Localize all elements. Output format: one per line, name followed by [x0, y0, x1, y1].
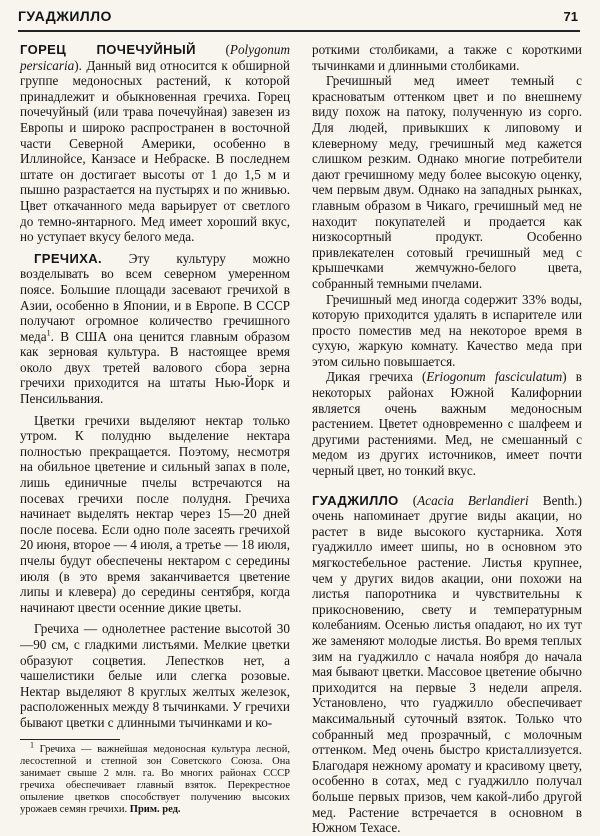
- paragraph-dark-honey: Гречишный мед имеет темный с красноватым оттенком цвет и по внешнему виду похож на патоку, полученную из сорго. Для людей, привыкших к липовому и клеверному меду, гречишный мед кажется слишком резким. Однако многие потребители дают гречишному меду более высокую оценку, чем первым двум. Однако на западных рынках, главным образом в Чикаго, гречишный мед не находит покупателей и продается как низкосортный продукт. Особенно привлекателен сотовый гречишный мед с крышечками жемчужно-белого цвета, собранный темными пчелами.: [312, 73, 582, 291]
- editor-note-label: Прим. ред.: [129, 803, 181, 815]
- entry-body: ) в некоторых районах Южной Калифорнии является очень важным медоносным растением. Цветет одновременно с шалфеем и другими растениями. Мед, не смешанный с медом из других источников, имеет почти черный цвет, но тонкий вкус.: [312, 369, 582, 479]
- entry-body: Эту культуру можно возделывать во всем северном умеренном поясе. Большие площади засевают гречихой в Азии, особенно в Японии, и в Европе. В СССР получают огромное количество гречишного меда: [20, 250, 290, 344]
- paragraph-water: Гречишный мед иногда содержит 33% воды, которую приходится удалять в испарителе или просто поместив мед на некоторое время в сухую, жаркую комнату. Качество меда при этом сильно повышается.: [312, 291, 582, 369]
- footnote-text: Гречиха — важнейшая медоносная культура лесной, лесостепной и степной зон Советского Союза. Она занимает свыше 2 млн. га. Во многих районах СССР гречиха обеспечивает главный взяток. Перекрестное опыление цветков способствует получению высоких урожаев семян гречихи.: [20, 743, 290, 815]
- entry-body-cont: . В США она ценится главным образом как зерновая культура. В настоящее время около двух третей валового сбора зерна гречихи приходится на штаты Нью-Йорк и Пенсильвания.: [20, 328, 290, 407]
- paren: (: [195, 42, 230, 57]
- footnote-rule: [20, 739, 120, 740]
- entry-grechikha: [20, 251, 290, 407]
- footnote-mark: 1: [30, 740, 34, 750]
- header-rule: [18, 30, 580, 32]
- entry-guajillo: [312, 493, 582, 836]
- entry-goretz: [20, 42, 290, 245]
- latin-name: Polygonum persicaria: [20, 42, 290, 73]
- footnote: [20, 740, 290, 816]
- entry-term: ГОРЕЦ ПОЧЕЧУЙНЫЙ: [20, 42, 196, 57]
- latin-name: Eriogonum fasciculatum: [426, 369, 563, 385]
- footnote-mark: 1: [46, 328, 51, 338]
- paragraph-annual: Гречиха — однолетнее растение высотой 30—90 см, с гладкими листьями. Мелкие цветки образуют соцветия. Лепестков нет, а чашелистики белые или слегка розовые. Нектар выделяют 8 круглых желтых железок, расположенных между 8 тычинками. У гречихи бывают цветки с длинными тычинками и ко-: [20, 621, 290, 730]
- page-number: 71: [563, 9, 578, 24]
- paragraph-nectar: Цветки гречихи выделяют нектар только утром. К полудню выделение нектара полностью прекращается. Поэтому, несмотря на обильное цветение и сильный запах в поле, лишь единичные пчелы встречаются на посевах гречихи после полудня. Гречиха начинает выделять нектар через 15—20 дней после посева. Если одно поле засеять гречихой 20 июня, второе — 4 июля, а третье — 18 июля, пчелы будут обеспечены нектаром с середины июля (в это время заканчивается цветение липы и клевера) до середины сентября, когда начинают цвести осенние дикие цветы.: [20, 412, 290, 615]
- entry-body: ) очень напоминает другие виды акации, но растет в виде высокого кустарника. Хотя гуаджилло имеет шипы, но в основном это мягкостебельное растение. Листья крупнее, чем у других видов акации, они похожи на листья папоротника и чувствительны к прикосновению, свету и температурным колебаниям. Осенью листья опадают, но их тут же заменяют молодые листья. Во время теплых зим на гуаджилло с начала ноября до начала мая бывают цветки. Массовое цветение обычно приходится на первые 3 недели апреля. Установлено, что гуаджилло обеспечивает максимальный суточный взяток. Только что собранный мед прозрачный, с молочным оттенком. Мед очень быстро кристаллизуется. Благодаря нежному аромату и красивому цвету, особенно в сотах, мед с гуаджилло получал больше первых призов, чем какой-либо другой мед. Растение встречается в основном в Южном Техасе.: [312, 492, 582, 836]
- entry-term: ГУАДЖИЛЛО: [312, 492, 399, 508]
- left-column: [20, 42, 290, 816]
- page-header: [18, 4, 578, 30]
- lead-text: Дикая гречиха (: [326, 369, 427, 385]
- right-column: [312, 42, 582, 836]
- entry-body: ). Данный вид относится к обширной группе медоносных растений, к которой принадлежит и обыкновенная гречиха. Горец почечуйный (или трава почечуйная) завезен из Европы и широко распространен в восточной части Северной Америки, особенно в Иллинойсе, Канзасе и Небраске. В последнем штате он достигает высоты от 1 до 1,5 м и пышно разрастается на пустырях и по жнивью. Цвет откачанного меда варьирует от светлого до темно-янтарного. Мед имеет хороший вкус, но уступает вкусу белого меда.: [20, 57, 290, 245]
- running-head: ГУАДЖИЛЛО: [18, 8, 112, 24]
- paragraph-wild-buckwheat: [312, 369, 582, 478]
- latin-name: Acacia Berlandieri: [417, 492, 529, 508]
- entry-term: ГРЕЧИХА.: [34, 250, 103, 266]
- paren: (: [398, 492, 418, 508]
- authority: Benth.: [528, 492, 578, 508]
- paragraph-continued: роткими столбиками, а также с короткими тычинками и длинными столбиками.: [312, 42, 582, 73]
